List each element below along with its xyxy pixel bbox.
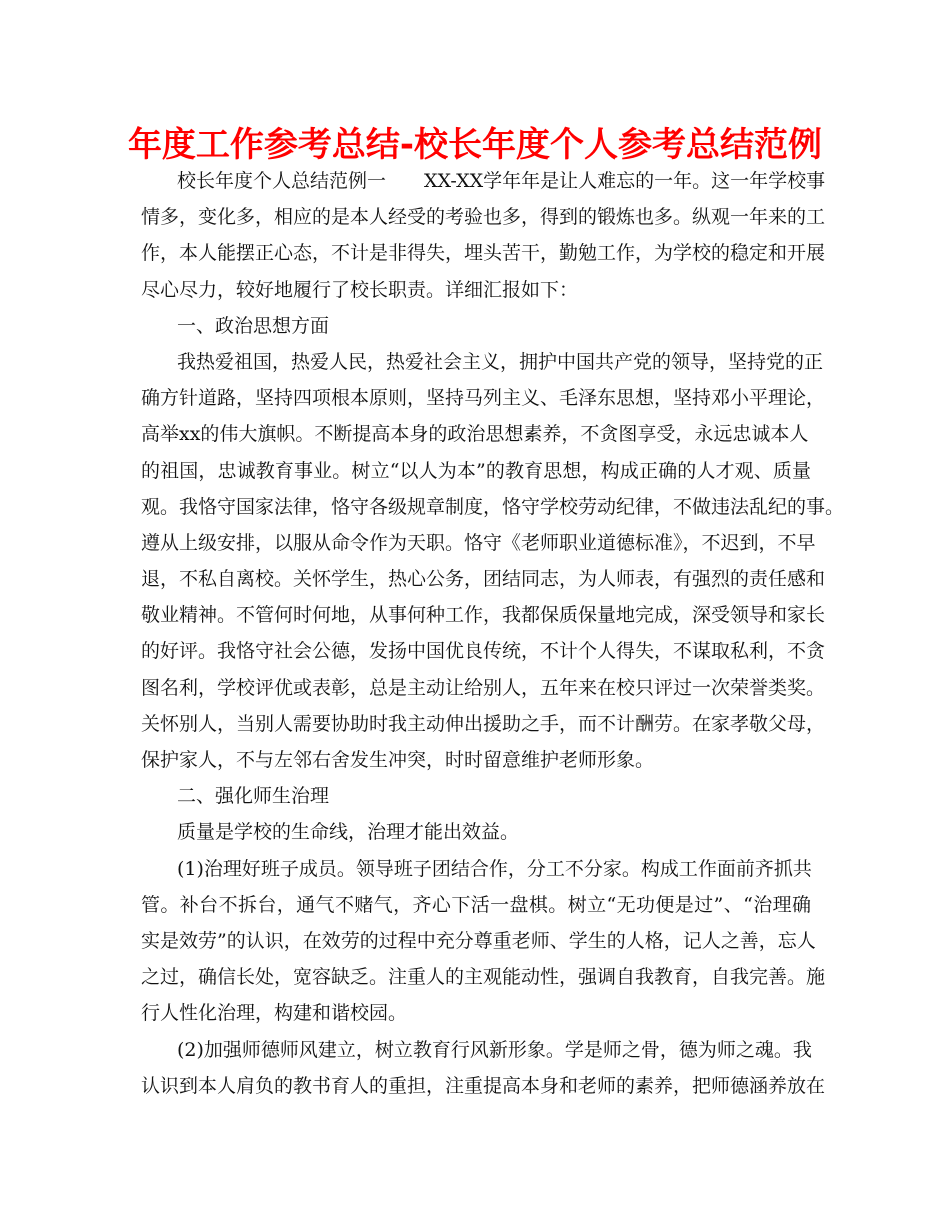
text-line: (1)治理好班子成员。领导班子团结合作，分工不分家。构成工作面前齐抓共 [177, 857, 812, 880]
text-line: 行人性化治理，构建和谐校园。 [141, 1002, 408, 1025]
text-line: 之过，确信长处，宽容缺乏。注重人的主观能动性，强调自我教育，自我完善。施 [141, 966, 826, 989]
text-line: 情多，变化多，相应的是本人经受的考验也多，得到的锻炼也多。纵观一年来的工 [141, 206, 826, 229]
text-line: 退，不私自离校。关怀学生，热心公务，团结同志，为人师表，有强烈的责任感和 [141, 568, 826, 591]
text-line: 认识到本人肩负的教书育人的重担，注重提高本身和老师的素养，把师德涵养放在 [141, 1074, 826, 1097]
text-line: 确方针道路，坚持四项根本原则，坚持马列主义、毛泽东思想，坚持邓小平理论， [141, 387, 826, 410]
text-line: 图名利，学校评优或表彰，总是主动让给别人，五年来在校只评过一次荣誉类奖。 [141, 676, 826, 699]
text-line: 高举xx的伟大旗帜。不断提高本身的政治思想素养，不贪图享受，永远忠诚本人 [141, 423, 809, 446]
text-line: 质量是学校的生命线，治理才能出效益。 [177, 821, 520, 844]
text-line: 关怀别人，当别人需要协助时我主动伸出援助之手，而不计酬劳。在家孝敬父母， [141, 712, 826, 735]
text-line: 的好评。我恪守社会公德，发扬中国优良传统，不计个人得失，不谋取私利，不贪 [141, 640, 826, 663]
text-line: 实是效劳”的认识，在效劳的过程中充分尊重老师、学生的人格，记人之善，忘人 [141, 929, 816, 952]
text-line: 遵从上级安排，以服从命令作为天职。恪守《老师职业道德标准》，不迟到，不早 [141, 531, 816, 554]
text-line: (2)加强师德师风建立，树立教育行风新形象。学是师之骨，德为师之魂。我 [177, 1038, 812, 1061]
document-body [141, 163, 845, 1104]
text-line: 我热爱祖国，热爱人民，热爱社会主义，拥护中国共产党的领导，坚持党的正 [177, 350, 824, 373]
text-line: 敬业精神。不管何时何地，从事何种工作，我都保质保量地完成，深受领导和家长 [141, 604, 826, 627]
document-title: 年度工作参考总结-校长年度个人参考总结范例 [127, 125, 823, 165]
text-line: 观。我恪守国家法律，恪守各级规章制度，恪守学校劳动纪律，不做违法乱纪的事。 [141, 495, 845, 518]
section-heading: 二、强化师生治理 [177, 785, 330, 808]
text-line: 管。补台不拆台，通气不赌气，齐心下活一盘棋。树立“无功便是过”、“治理确 [141, 893, 811, 916]
text-line: 校长年度个人总结范例一 XX-XX学年年是让人难忘的一年。这一年学校事 [177, 170, 826, 192]
text-line: 作，本人能摆正心态，不计是非得失，埋头苦干，勤勉工作，为学校的稳定和开展 [141, 242, 826, 265]
section-heading: 一、政治思想方面 [177, 314, 330, 337]
text-line: 尽心尽力，较好地履行了校长职责。详细汇报如下： [141, 278, 579, 301]
text-line: 保护家人，不与左邻右舍发生冲突，时时留意维护老师形象。 [141, 749, 655, 771]
text-line: 的祖国，忠诚教育事业。树立“以人为本”的教育思想，构成正确的人才观、质量 [141, 459, 811, 482]
